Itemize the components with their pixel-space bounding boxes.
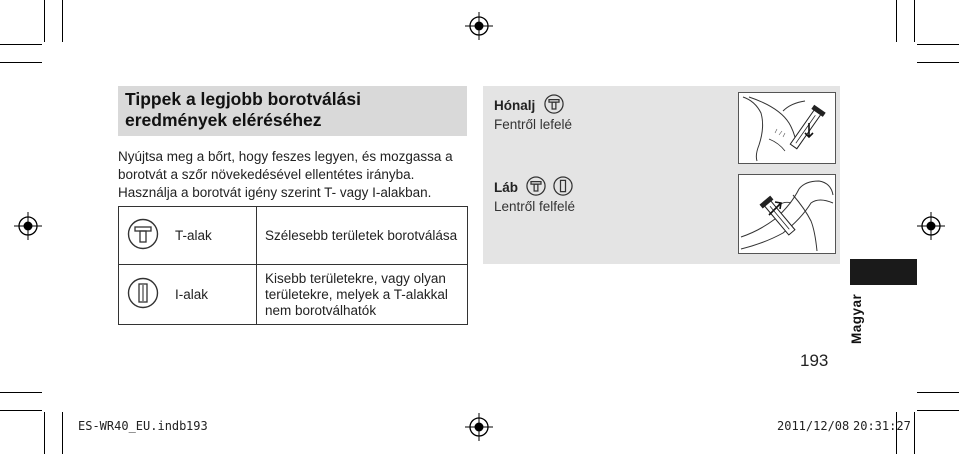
crop-mark <box>44 412 45 454</box>
shape-name: T-alak <box>167 207 257 265</box>
i-shape-icon <box>127 277 159 309</box>
crop-mark <box>62 0 63 42</box>
footer-page: 193 <box>186 419 208 433</box>
shape-description <box>257 207 468 265</box>
t-shape-icon <box>127 218 159 250</box>
zone-direction: Fentről lefelé <box>494 117 573 132</box>
intro-paragraph <box>118 148 478 202</box>
crop-mark <box>917 44 959 45</box>
section-heading <box>118 86 467 136</box>
registration-mark-top <box>465 12 493 40</box>
intro-line: borotvát a szőr növekedésével ellentétes irányba. <box>118 167 415 182</box>
registration-mark-right <box>917 212 945 240</box>
intro-line: Használja a borotvát igény szerint T- vagy I-alakban. <box>118 185 432 200</box>
zone-panel <box>483 86 840 264</box>
table-row <box>119 207 468 265</box>
shape-description <box>257 265 468 325</box>
crop-mark <box>917 410 959 411</box>
zone-underarm <box>494 94 572 132</box>
shape-name: I-alak <box>167 265 257 325</box>
heading-line-1: Tippek a legjobb borotválási <box>125 89 361 109</box>
icon-cell <box>119 265 168 325</box>
crop-mark <box>917 392 959 393</box>
crop-mark <box>0 44 42 45</box>
footer-filename: ES-WR40_EU.indb <box>78 419 187 433</box>
crop-mark <box>917 62 959 63</box>
description-line: nem borotválhatók <box>265 302 377 318</box>
underarm-illustration <box>738 92 836 164</box>
footer-date: 2011/12/08 <box>777 419 850 433</box>
heading-line-2: eredmények eléréséhez <box>125 110 322 130</box>
crop-mark <box>0 410 42 411</box>
crop-mark <box>62 412 63 454</box>
icon-cell <box>119 207 168 265</box>
footer-time: 20:31:27 <box>853 419 911 433</box>
t-shape-icon <box>526 176 546 196</box>
crop-mark <box>0 62 42 63</box>
zone-label: Hónalj <box>494 98 536 113</box>
crop-mark <box>44 0 45 42</box>
language-label: Magyar <box>849 293 864 344</box>
description-line: Szélesebb területek borotválása <box>265 227 458 243</box>
zone-direction: Lentről felfelé <box>494 199 576 214</box>
t-shape-icon <box>544 94 564 114</box>
description-line: Kisebb területekre, vagy olyan <box>265 270 446 286</box>
language-tab-label <box>847 292 869 344</box>
zone-label: Láb <box>494 180 519 195</box>
crop-mark <box>0 392 42 393</box>
intro-line: Nyújtsa meg a bőrt, hogy feszes legyen, és mozgassa a <box>118 149 453 164</box>
description-line: területekre, melyek a T-alakkal <box>265 286 448 302</box>
crop-mark <box>896 0 897 42</box>
shape-table <box>118 206 468 325</box>
registration-mark-left <box>14 212 42 240</box>
language-tab-marker <box>850 259 917 285</box>
crop-mark <box>914 0 915 42</box>
leg-illustration <box>738 174 836 254</box>
table-row <box>119 265 468 325</box>
zone-leg <box>494 176 575 214</box>
i-shape-icon <box>553 176 573 196</box>
crop-mark <box>914 412 915 454</box>
registration-mark-bottom <box>465 413 493 441</box>
page-number: 193 <box>800 351 829 370</box>
